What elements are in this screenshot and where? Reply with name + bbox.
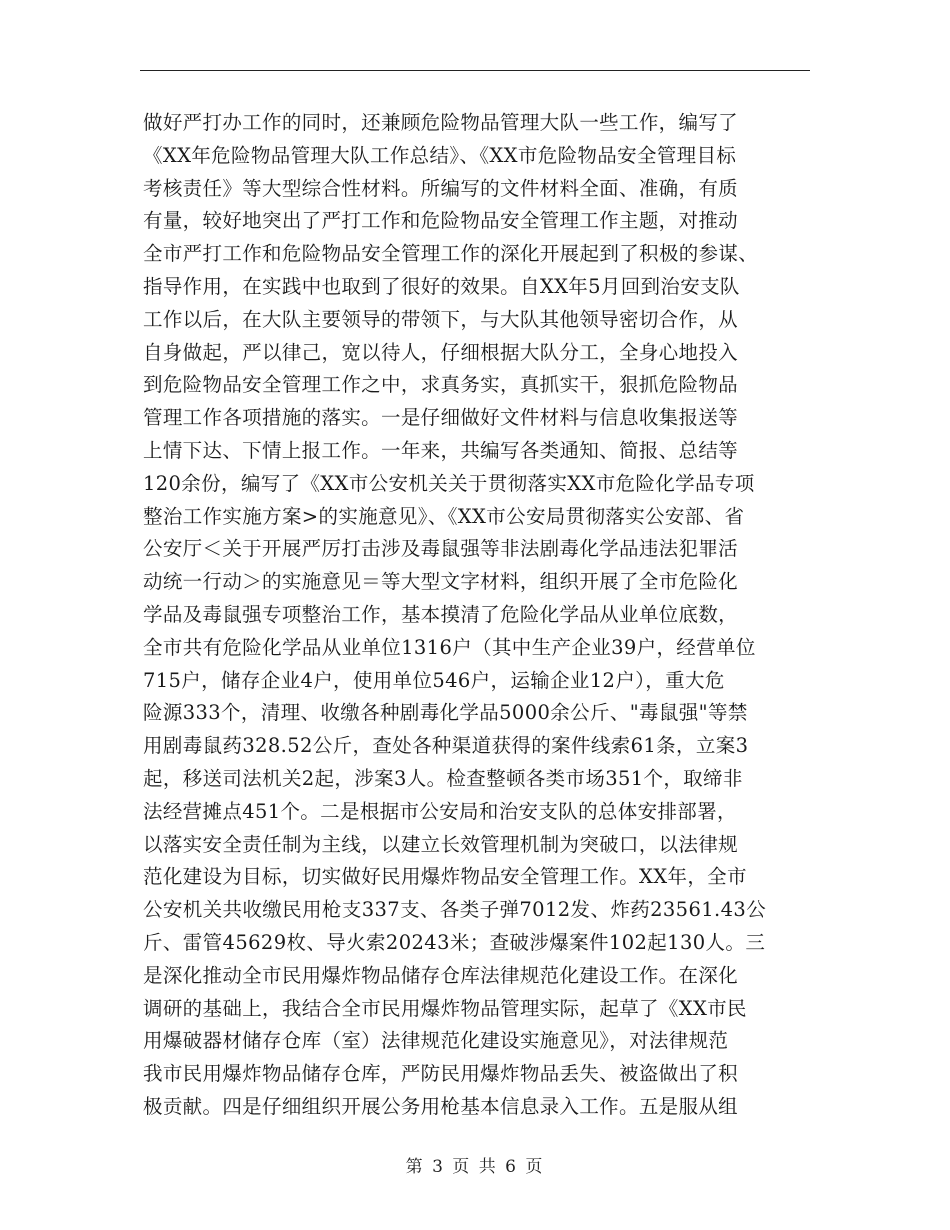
text-line: 公安厅＜关于开展严厉打击涉及毒鼠强等非法剧毒化学品违法犯罪活 [143, 537, 739, 561]
text-line: 全市严打工作和危险物品安全管理工作的深化开展起到了积极的参谋、 [143, 242, 759, 266]
text-line: 有量，较好地突出了严打工作和危险物品安全管理工作主题，对推动 [143, 209, 739, 233]
text-line: 《XX年危险物品管理大队工作总结》、《XX市危险物品安全管理目标 [143, 143, 737, 167]
text-line: 以落实安全责任制为主线，以建立长效管理机制为突破口，以法律规 [143, 832, 739, 856]
text-line: 到危险物品安全管理工作之中，求真务实，真抓实干，狠抓危险物品 [143, 373, 739, 397]
text-line: 起，移送司法机关2起，涉案3人。检查整顿各类市场351个，取缔非 [143, 766, 743, 790]
text-line: 法经营摊点451个。二是根据市公安局和治安支队的总体安排部署， [143, 799, 737, 823]
text-line: 公安机关共收缴民用枪支337支、各类子弹7012发、炸药23561.43公 [143, 898, 767, 922]
page-number: 第 3 页 共 6 页 [405, 1157, 545, 1177]
text-line: 自身做起，严以律己，宽以待人，仔细根据大队分工，全身心地投入 [143, 340, 739, 364]
text-line: 范化建设为目标，切实做好民用爆炸物品安全管理工作。XX年，全市 [143, 865, 747, 889]
text-line: 险源333个，清理、收缴各种剧毒化学品5000余公斤、"毒鼠强"等禁 [143, 701, 748, 725]
text-line: 考核责任》等大型综合性材料。所编写的文件材料全面、准确，有质 [143, 176, 739, 200]
text-line: 用剧毒鼠药328.52公斤，查处各种渠道获得的案件线索61条，立案3 [143, 734, 749, 758]
text-line: 学品及毒鼠强专项整治工作，基本摸清了危险化学品从业单位底数， [143, 602, 739, 626]
text-line: 120余份，编写了《XX市公安机关关于贯彻落实XX市危险化学品专项 [143, 471, 755, 495]
text-line: 调研的基础上，我结合全市民用爆炸物品管理实际，起草了《XX市民 [143, 996, 747, 1020]
text-line: 做好严打办工作的同时，还兼顾危险物品管理大队一些工作，编写了 [143, 111, 739, 134]
text-line: 管理工作各项措施的落实。一是仔细做好文件材料与信息收集报送等 [143, 406, 739, 430]
text-line: 715户，储存企业4户，使用单位546户，运输企业12户），重大危 [143, 668, 725, 692]
text-line: 用爆破器材储存仓库（室）法律规范化建设实施意见》，对法律规范 [143, 1029, 729, 1053]
text-line: 工作以后，在大队主要领导的带领下，与大队其他领导密切合作，从 [143, 307, 739, 331]
text-line: 我市民用爆炸物品储存仓库，严防民用爆炸物品丢失、被盗做出了积 [143, 1062, 739, 1086]
text-line: 极贡献。四是仔细组织开展公务用枪基本信息录入工作。五是服从组 [143, 1094, 739, 1118]
text-line: 指导作用，在实践中也取到了很好的效果。自XX年5月回到治安支队 [143, 274, 740, 298]
document-body [143, 107, 823, 1124]
text-line: 上情下达、下情上报工作。一年来，共编写各类通知、简报、总结等 [143, 438, 739, 462]
text-line: 全市共有危险化学品从业单位1316户（其中生产企业39户，经营单位 [143, 635, 756, 659]
text-line: 整治工作实施方案>的实施意见》、《XX市公安局贯彻落实公安部、省 [143, 504, 745, 528]
header-rule [140, 70, 810, 71]
text-line: 动统一行动＞的实施意见＝等大型文字材料，组织开展了全市危险化 [143, 570, 739, 594]
text-line: 是深化推动全市民用爆炸物品储存仓库法律规范化建设工作。在深化 [143, 963, 739, 987]
text-line: 斤、雷管45629枚、导火索20243米；查破涉爆案件102起130人。三 [143, 930, 766, 954]
